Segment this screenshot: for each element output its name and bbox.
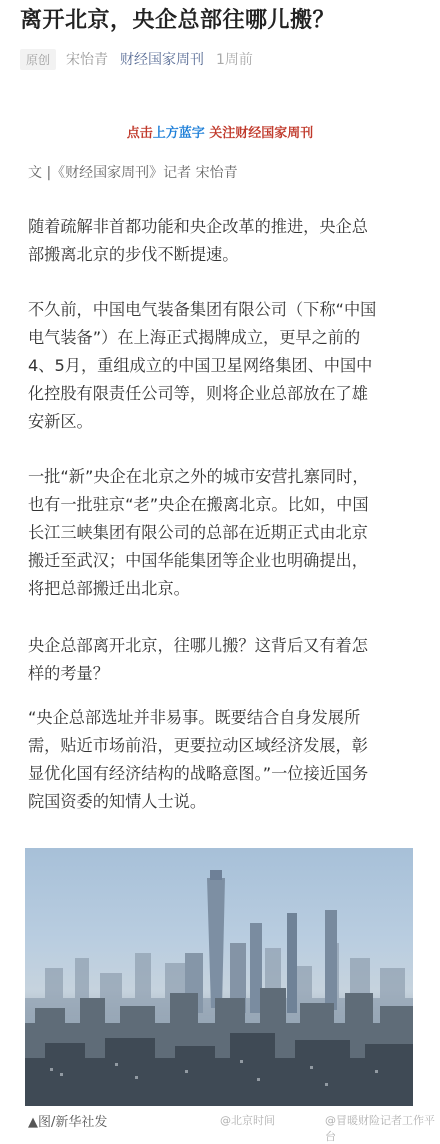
paragraph-line: 化控股有限责任公司等，则将企业总部放在了雄 xyxy=(28,384,368,403)
paragraph-line: 将把总部搬迁出北京。 xyxy=(28,579,190,598)
paragraph-line: 院国资委的知情人士说。 xyxy=(28,792,207,811)
article-title: 离开北京，央企总部往哪儿搬？ xyxy=(20,8,336,33)
paragraph-2 xyxy=(28,296,418,436)
author-name: 宋怡青 xyxy=(66,52,109,68)
follow-prompt[interactable] xyxy=(0,122,440,141)
paragraph-line: 随着疏解非首都功能和央企改革的推进，央企总 xyxy=(28,217,368,236)
account-link[interactable]: 财经国家周刊 xyxy=(120,52,205,68)
byline: 文 |《财经国家周刊》记者 宋怡青 xyxy=(28,165,238,181)
watermark-platform: @冒暖财险记者工作平台 xyxy=(325,1114,435,1143)
paragraph-3 xyxy=(28,463,418,603)
paragraph-line: 电气装备”）在上海正式揭牌成立，更早之前的 xyxy=(28,328,361,347)
paragraph-line: 显优化国有经济结构的战略意图。”一位接近国务 xyxy=(28,764,369,783)
photo-caption: ▲图/新华社发 xyxy=(28,1115,108,1130)
follow-mid: 关注 xyxy=(209,126,236,141)
paragraph-5 xyxy=(28,704,418,816)
publish-time: 1周前 xyxy=(216,52,253,68)
paragraph-line: 样的考量？ xyxy=(28,664,109,683)
paragraph-line: 一批“新”央企在北京之外的城市安营扎寨同时， xyxy=(28,467,369,486)
paragraph-line: 搬迁至武汉；中国华能集团等企业也明确提出， xyxy=(28,551,368,570)
paragraph-line: “央企总部选址并非易事。既要结合自身发展所 xyxy=(28,708,361,727)
paragraph-line: 4、5月，重组成立的中国卫星网络集团、中国中 xyxy=(28,356,373,375)
skyline-illustration xyxy=(25,848,413,1106)
paragraph-line: 不久前，中国电气装备集团有限公司（下称“中国 xyxy=(28,300,377,319)
watermark-beijing-time: @北京时间 xyxy=(220,1114,275,1127)
follow-prefix: 点击 xyxy=(126,126,153,141)
paragraph-line: 部搬离北京的步伐不断提速。 xyxy=(28,245,239,264)
paragraph-line: 长江三峡集团有限公司的总部在近期正式由北京 xyxy=(28,523,368,542)
paragraph-1 xyxy=(28,213,418,269)
follow-account-name: 财经国家周刊 xyxy=(235,126,314,141)
follow-blue-text: 上方蓝字 xyxy=(152,126,205,141)
paragraph-4 xyxy=(28,632,418,688)
paragraph-line: 需，贴近市场前沿，更要拉动区域经济发展，彰 xyxy=(28,736,368,755)
city-skyline-photo[interactable] xyxy=(25,848,413,1106)
paragraph-line: 安新区。 xyxy=(28,412,93,431)
paragraph-line: 也有一批驻京“老”央企在搬离北京。比如，中国 xyxy=(28,495,369,514)
article-meta xyxy=(20,46,253,72)
original-tag: 原创 xyxy=(20,49,56,70)
paragraph-line: 央企总部离开北京，往哪儿搬？这背后又有着怎 xyxy=(28,636,368,655)
